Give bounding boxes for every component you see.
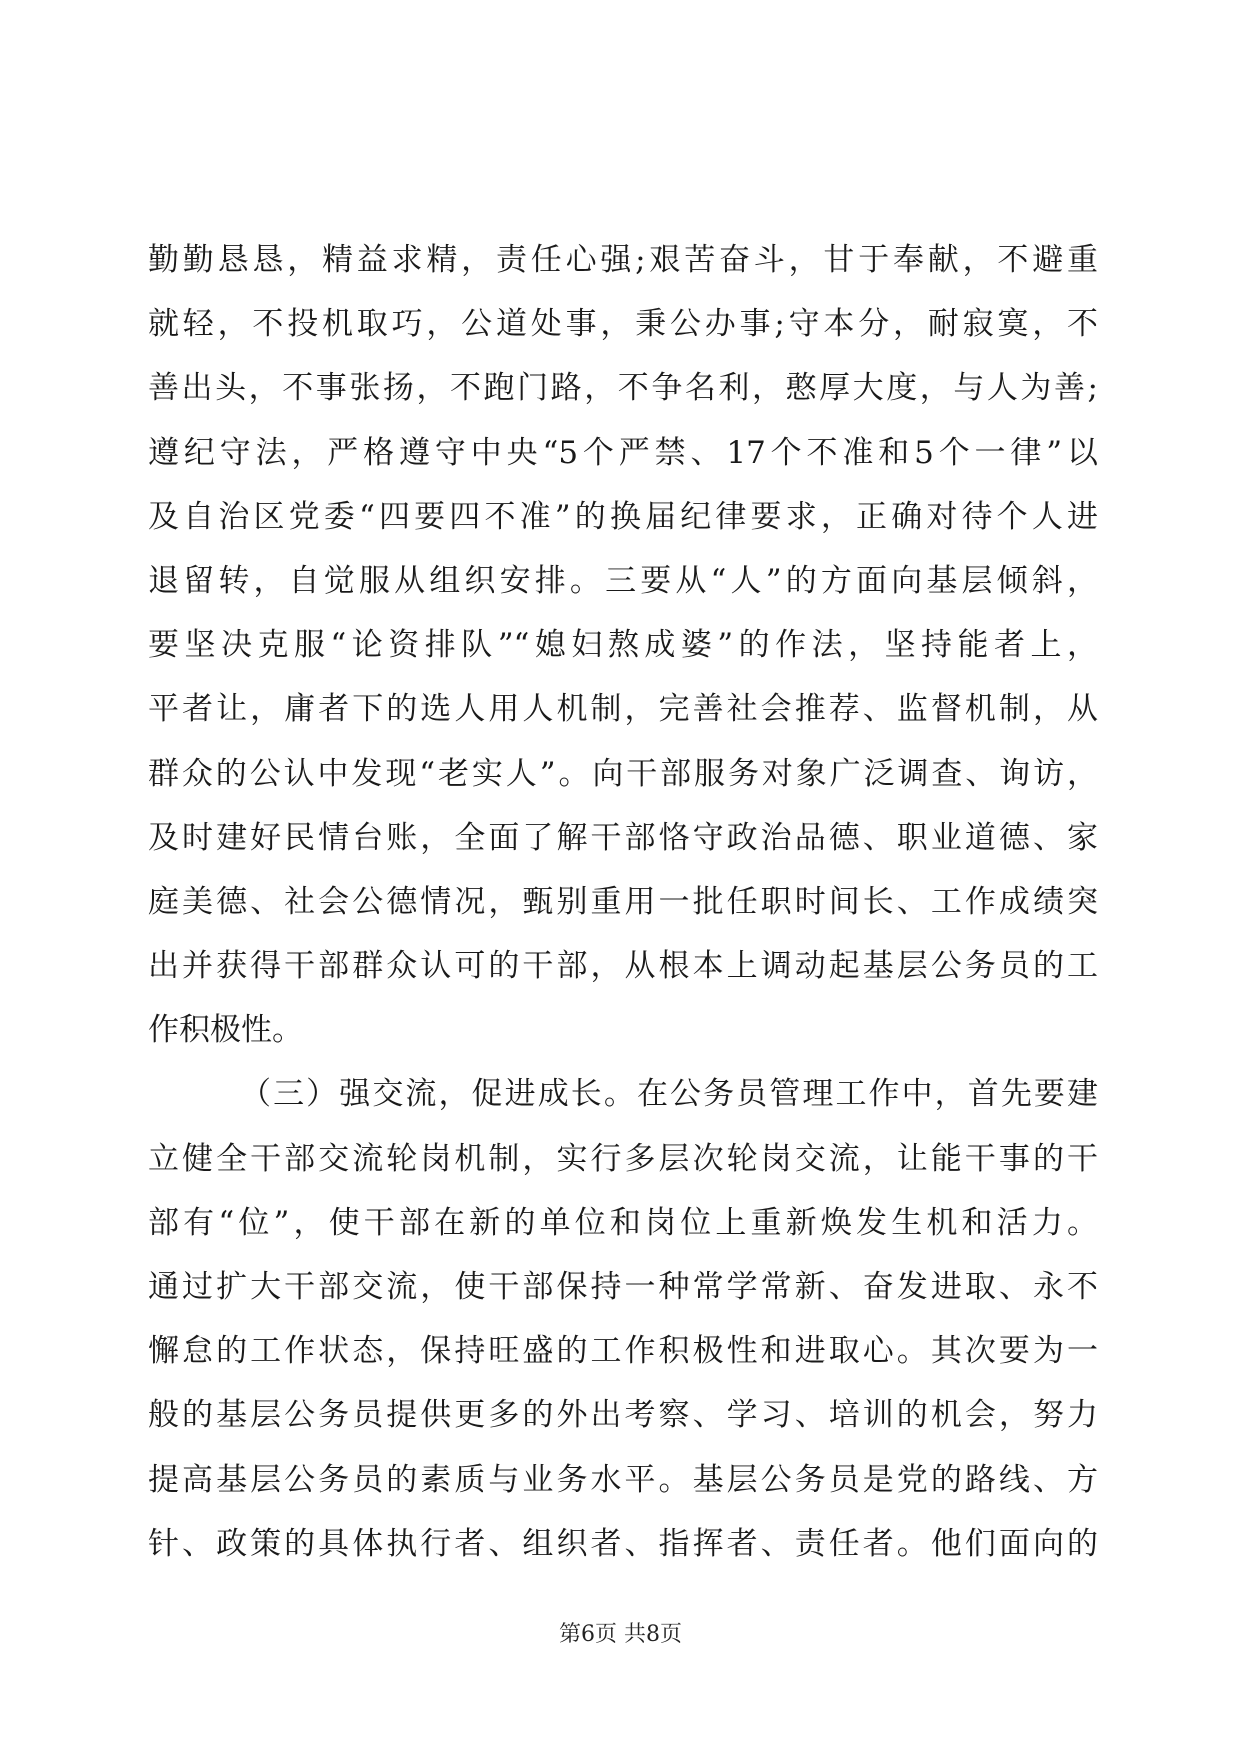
text-line: 懈怠的工作状态，保持旺盛的工作积极性和进取心。其次要为一 bbox=[148, 1333, 1098, 1370]
text-line: 提高基层公务员的素质与业务水平。基层公务员是党的路线、方 bbox=[148, 1461, 1098, 1498]
text-line: 平者让，庸者下的选人用人机制，完善社会推荐、监督机制，从 bbox=[148, 691, 1098, 728]
text-line: 作积极性。 bbox=[148, 1012, 303, 1049]
text-line: 般的基层公务员提供更多的外出考察、学习、培训的机会，努力 bbox=[148, 1397, 1098, 1434]
text-line: 勤勤恳恳，精益求精，责任心强;艰苦奋斗，甘于奉献，不避重 bbox=[148, 242, 1098, 278]
text-line: 退留转，自觉服从组织安排。三要从“人”的方面向基层倾斜， bbox=[148, 562, 1098, 599]
text-line: 群众的公认中发现“老实人”。向干部服务对象广泛调查、询访， bbox=[148, 755, 1098, 792]
text-line: 及自治区党委“四要四不准”的换届纪律要求，正确对待个人进 bbox=[148, 498, 1098, 535]
text-line: 立健全干部交流轮岗机制，实行多层次轮岗交流，让能干事的干 bbox=[148, 1140, 1098, 1177]
text-line: 要坚决克服“论资排队”“媳妇熬成婆”的作法，坚持能者上， bbox=[148, 627, 1098, 664]
text-line: 针、政策的具体执行者、组织者、指挥者、责任者。他们面向的 bbox=[148, 1525, 1098, 1562]
body-text bbox=[148, 228, 1098, 1576]
text-line: 通过扩大干部交流，使干部保持一种常学常新、奋发进取、永不 bbox=[148, 1269, 1098, 1305]
text-line: 出并获得干部群众认可的干部，从根本上调动起基层公务员的工 bbox=[148, 948, 1098, 985]
text-line: 部有“位”，使干部在新的单位和岗位上重新焕发生机和活力。 bbox=[148, 1204, 1098, 1241]
text-line: 及时建好民情台账，全面了解干部恪守政治品德、职业道德、家 bbox=[148, 819, 1098, 856]
page-number-footer: 第6页 共8页 bbox=[559, 1622, 682, 1647]
text-line: 庭美德、社会公德情况，甄别重用一批任职时间长、工作成绩突 bbox=[148, 883, 1098, 920]
paragraph-heading-line: （三）强交流，促进成长。在公务员管理工作中，首先要建 bbox=[240, 1076, 1098, 1113]
text-line: 善出头，不事张扬，不跑门路，不争名利，憨厚大度，与人为善; bbox=[148, 370, 1098, 407]
text-line: 遵纪守法，严格遵守中央“5个严禁、17个不准和5个一律”以 bbox=[148, 434, 1098, 471]
text-line: 就轻，不投机取巧，公道处事，秉公办事;守本分，耐寂寞，不 bbox=[148, 306, 1098, 343]
